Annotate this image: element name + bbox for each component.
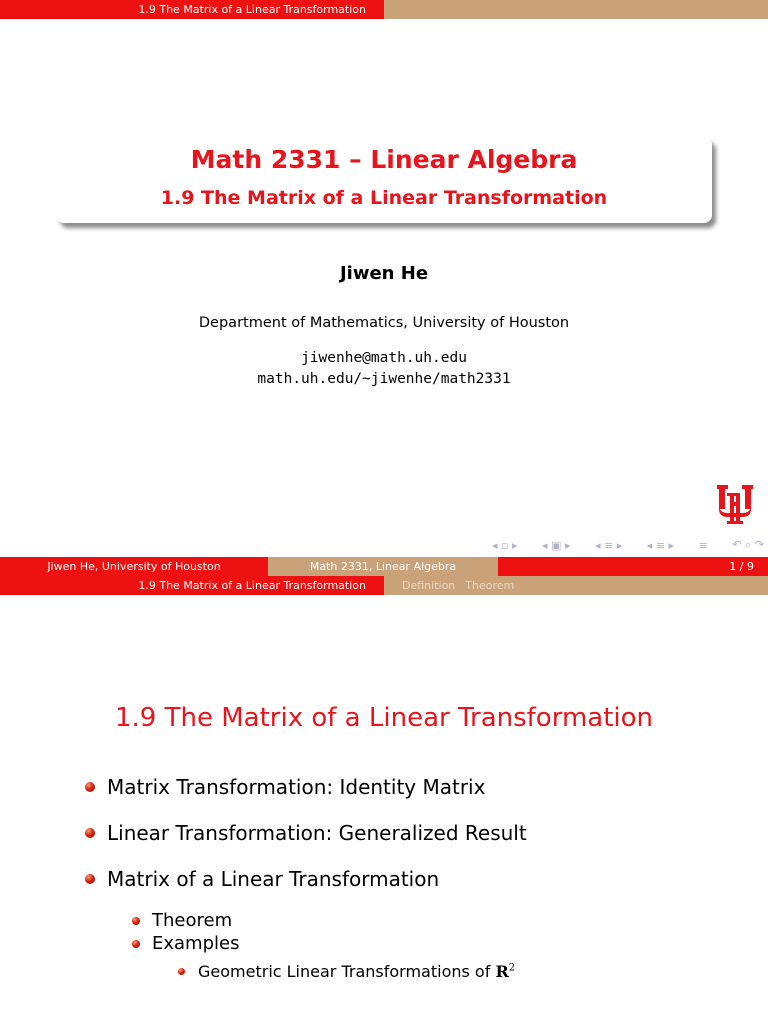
list-item: Matrix of a Linear Transformation — [85, 867, 439, 891]
sub-list-item: Theorem — [132, 910, 232, 931]
nav-subsection-definition[interactable]: Definition — [402, 579, 456, 592]
footer-course: Math 2331, Linear Algebra — [268, 557, 498, 576]
bullet-icon — [132, 940, 140, 948]
author-email: jiwenhe@math.uh.edu — [301, 350, 467, 366]
title-block — [56, 137, 712, 223]
author-institute: Department of Mathematics, University of Houston — [198, 315, 570, 331]
nav-section-next-icon[interactable]: ◂ ≡ ▸ — [646, 538, 675, 552]
outline-slide — [0, 576, 768, 1024]
bullet-icon — [85, 782, 95, 792]
frame-title: 1.9 The Matrix of a Linear Transformation — [115, 703, 654, 733]
nav-frame-prev-icon[interactable]: ◂ ▫ ▸ — [492, 538, 518, 552]
nav-subsection-bar — [384, 576, 768, 595]
list-item: Matrix Transformation: Identity Matrix — [85, 775, 485, 799]
nav-section-link[interactable]: 1.9 The Matrix of a Linear Transformation — [0, 0, 384, 19]
author-url: math.uh.edu/∼jiwenhe/math2331 — [257, 371, 511, 387]
bullet-icon — [178, 968, 185, 975]
beamer-navigation-symbols — [492, 536, 764, 554]
nav-section-link[interactable]: 1.9 The Matrix of a Linear Transformation — [0, 576, 384, 595]
footer-page-number: 1 / 9 — [498, 557, 768, 576]
nav-subsection-bar — [384, 0, 768, 19]
nav-appendix-icon[interactable]: ≡ — [698, 538, 708, 552]
sub-sub-list-item: Geometric Linear Transformations of $R^2$ — [178, 962, 515, 981]
author-name: Jiwen He — [339, 263, 429, 284]
uh-logo-icon — [716, 483, 754, 525]
nav-section-icon[interactable]: ◂ ≡ ▸ — [595, 538, 623, 552]
bullet-icon — [132, 917, 140, 925]
bullet-icon — [85, 874, 95, 884]
r2-symbol: $R^2$ — [495, 962, 516, 981]
list-item: Linear Transformation: Generalized Result — [85, 821, 527, 845]
presentation-subtitle: 1.9 The Matrix of a Linear Transformation — [160, 187, 608, 209]
nav-subsection-theorem[interactable]: Theorem — [465, 579, 515, 592]
presentation-title: Math 2331 – Linear Algebra — [190, 145, 578, 174]
bullet-icon — [85, 828, 95, 838]
header-navbar — [0, 0, 768, 19]
sub-list-item: Examples — [132, 933, 239, 954]
nav-subsection-icon[interactable]: ◂ ▣ ▸ — [542, 538, 571, 552]
nav-search-icon[interactable]: ↶ ⌕ ↷ — [732, 538, 764, 551]
footer-bar — [0, 557, 768, 576]
header-navbar — [0, 576, 768, 595]
footer-author: Jiwen He, University of Houston — [0, 557, 268, 576]
